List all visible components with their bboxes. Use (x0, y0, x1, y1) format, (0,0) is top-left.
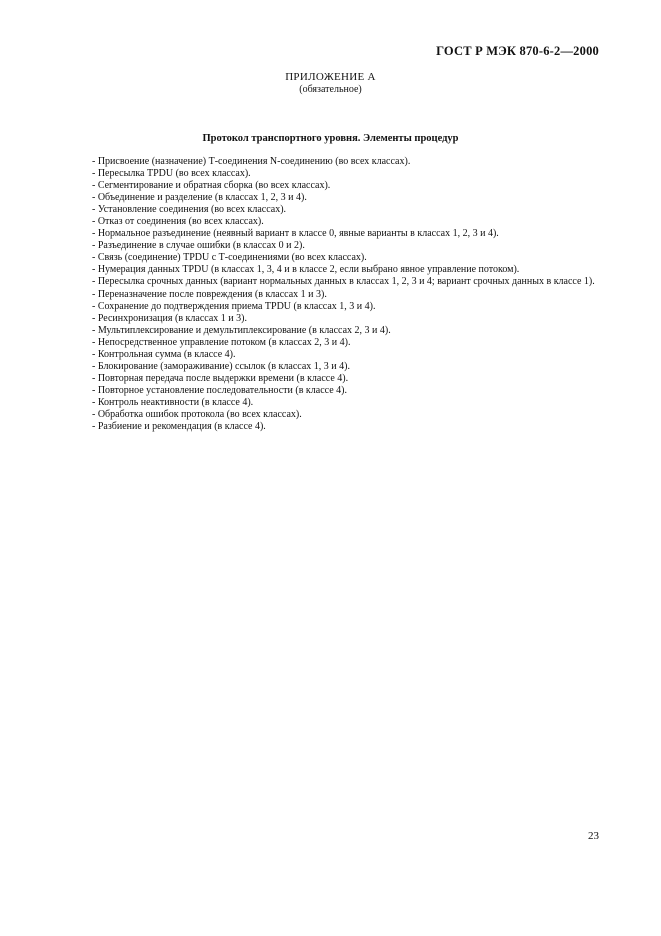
list-item: - Переназначение после повреждения (в классах 1 и 3). (92, 288, 327, 300)
list-item: - Нормальное разъединение (неявный вариант в классе 0, явные варианты в классах 1, 2, 3 и 4). (92, 228, 499, 240)
list-item: - Сегментирование и обратная сборка (во всех классах). (92, 180, 331, 192)
list-item: - Мультиплексирование и демультиплексирование (в классах 2, 3 и 4). (92, 324, 391, 336)
list-item: - Присвоение (назначение) Т-соединения N-соединению (во всех классах). (92, 156, 411, 167)
page-number: 23 (588, 830, 599, 842)
section-title: Протокол транспортного уровня. Элементы процедур (202, 133, 459, 144)
list-item: - Разбиение и рекомендация (в классе 4). (92, 421, 266, 433)
list-item: - Отказ от соединения (во всех классах). (92, 216, 264, 228)
list-item: - Нумерация данных TPDU (в классах 1, 3, 4 и в классе 2, если выбрано явное управление потоком). (92, 264, 520, 276)
document-code: ГОСТ Р МЭК 870-6-2—2000 (436, 44, 599, 58)
appendix-subtitle: (обязательное) (299, 84, 362, 95)
list-item: - Сохранение до подтверждения приема TPDU (в классах 1, 3 и 4). (92, 300, 376, 312)
list-item: - Повторная передача после выдержки времени (в классе 4). (92, 372, 349, 384)
list-item: - Непосредственное управление потоком (в классах 2, 3 и 4). (92, 336, 351, 348)
appendix-title: ПРИЛОЖЕНИЕ А (285, 71, 376, 83)
procedure-list (62, 156, 602, 433)
list-item: - Контрольная сумма (в классе 4). (92, 348, 236, 360)
list-item: - Контроль неактивности (в классе 4). (92, 396, 254, 408)
list-item: - Ресинхронизация (в классах 1 и 3). (92, 312, 247, 324)
list-item: - Повторное установление последовательности (в классе 4). (92, 384, 347, 396)
list-item: - Обработка ошибок протокола (во всех классах). (92, 408, 302, 420)
list-item: - Блокирование (замораживание) ссылок (в классах 1, 3 и 4). (92, 360, 350, 372)
list-item: - Установление соединения (во всех классах). (92, 204, 287, 216)
list-item: - Пересылка TPDU (во всех классах). (92, 168, 251, 180)
list-item: - Объединение и разделение (в классах 1, 2, 3 и 4). (92, 192, 307, 204)
list-item: - Разъединение в случае ошибки (в классах 0 и 2). (92, 240, 305, 252)
list-item: - Связь (соединение) TPDU с Т-соединениями (во всех классах). (92, 252, 367, 264)
list-item: - Пересылка срочных данных (вариант нормальных данных в классах 1, 2, 3 и 4; вариант срочных данных в классе 1). (92, 276, 595, 288)
